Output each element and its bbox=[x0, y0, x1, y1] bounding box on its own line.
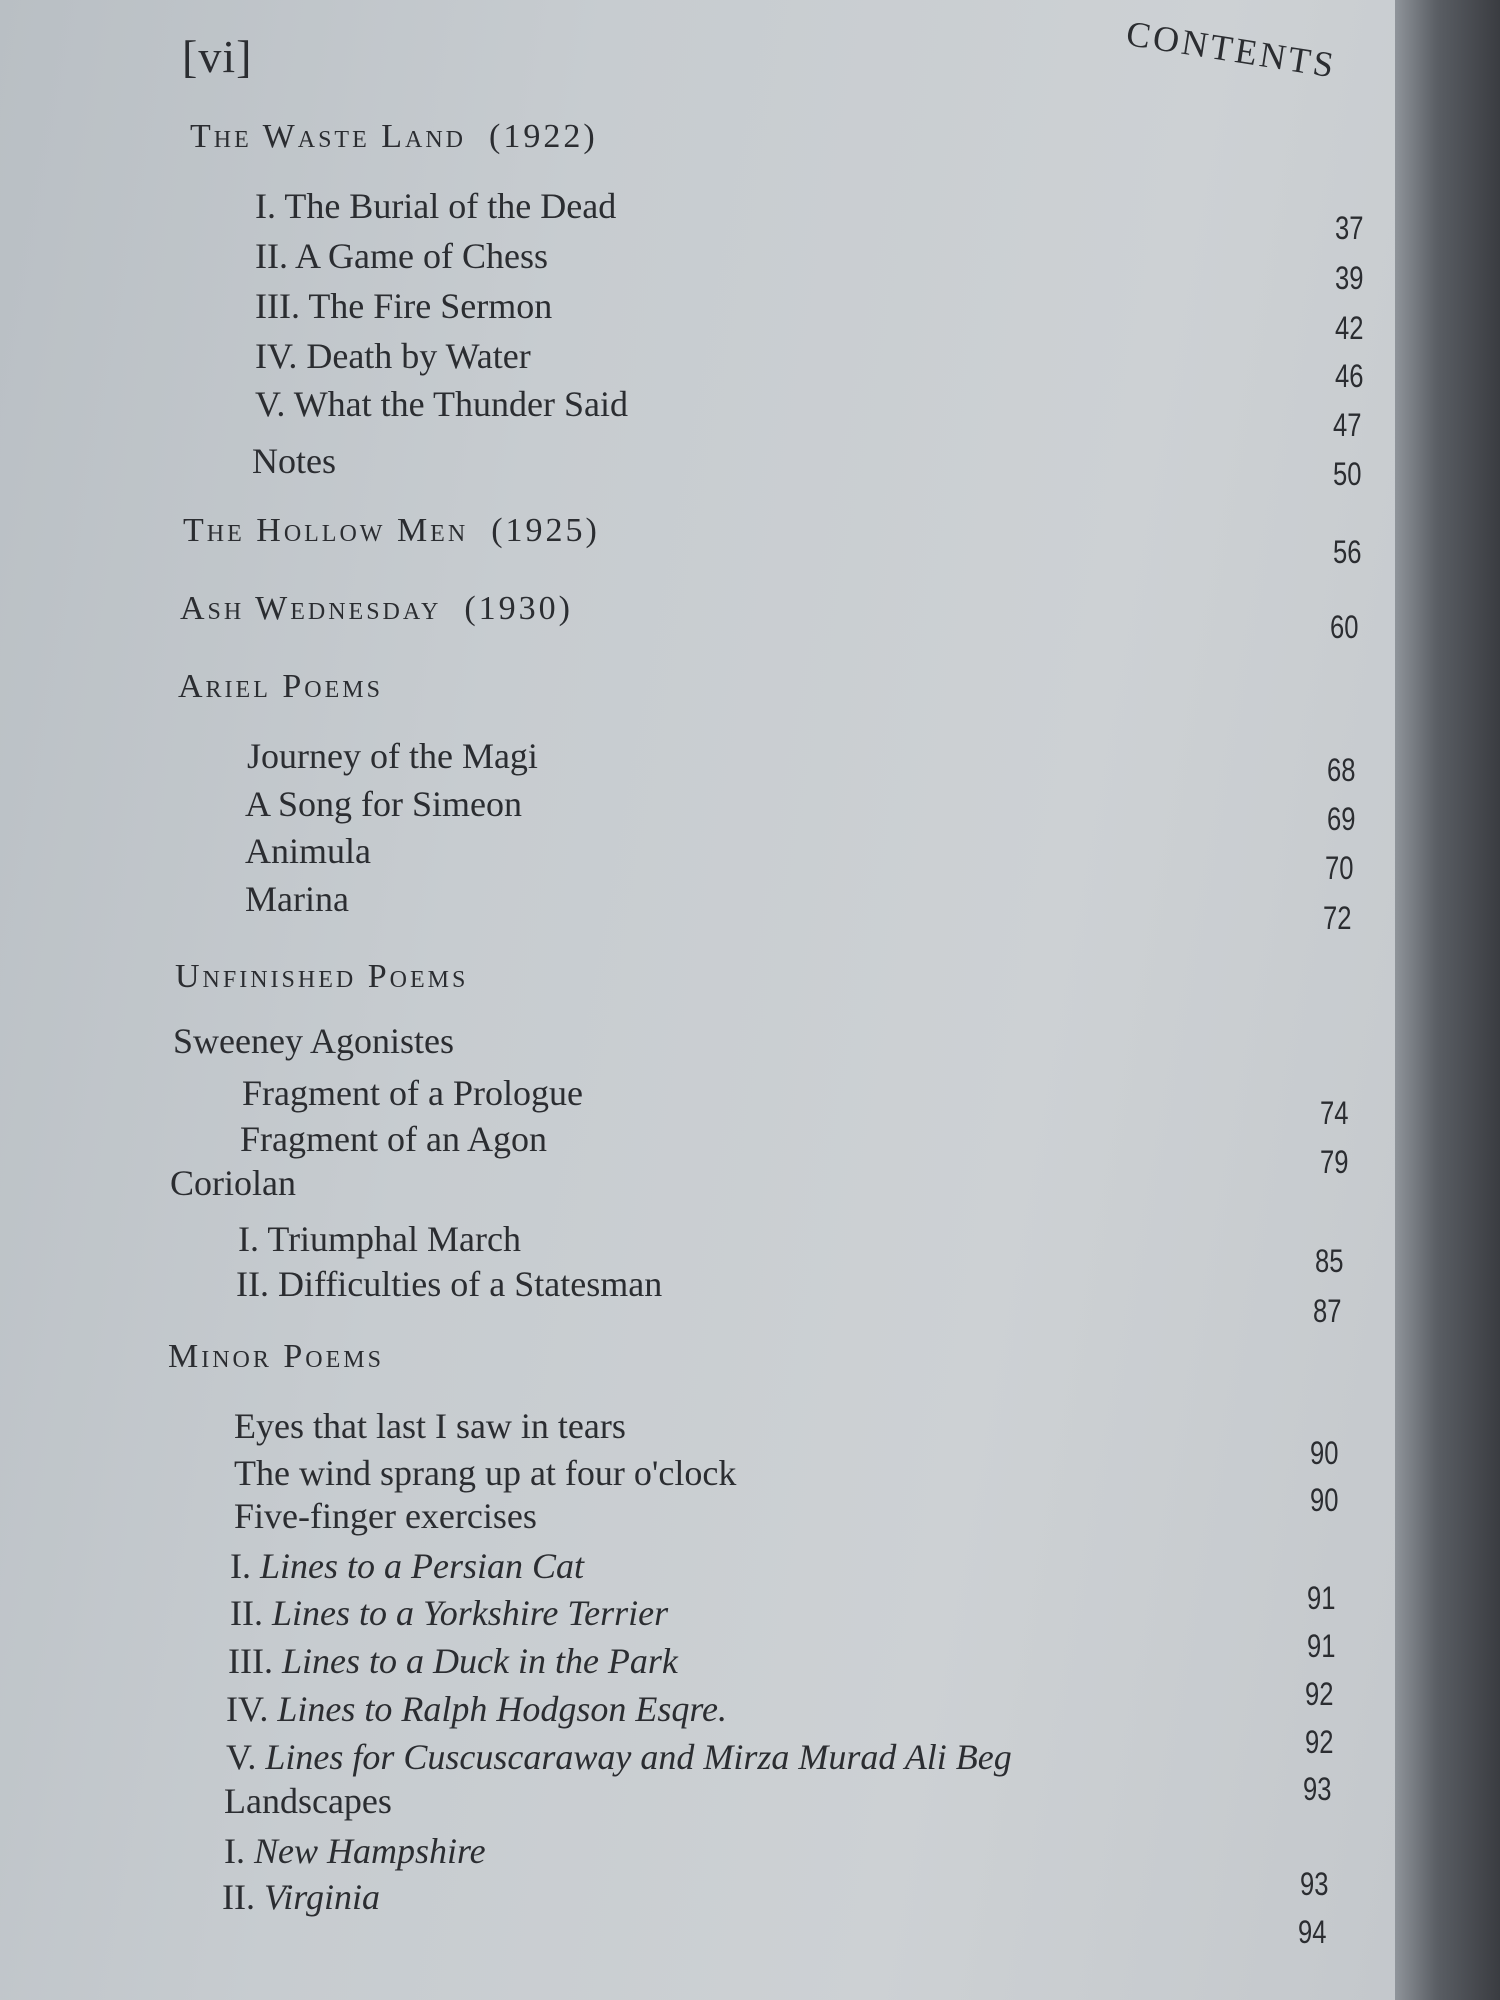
toc-page-number: 92 bbox=[1305, 1676, 1334, 1712]
toc-subheading: Five-finger exercises bbox=[234, 1496, 537, 1536]
toc-entry: III. Lines to a Duck in the Park bbox=[228, 1641, 678, 1681]
toc-page-number: 39 bbox=[1335, 260, 1364, 296]
toc-page-number: 93 bbox=[1300, 1866, 1329, 1902]
toc-entry: Fragment of a Prologue bbox=[242, 1073, 583, 1113]
toc-page-number: 85 bbox=[1315, 1243, 1344, 1279]
section-heading-ash-wednesday: Ash Wednesday (1930) bbox=[180, 590, 573, 627]
toc-entry: II. Virginia bbox=[222, 1877, 380, 1917]
toc-page-number: 37 bbox=[1335, 210, 1364, 246]
toc-entry: II. Difficulties of a Statesman bbox=[236, 1264, 663, 1304]
toc-entry: III. The Fire Sermon bbox=[255, 286, 553, 326]
toc-page-number: 69 bbox=[1327, 801, 1356, 837]
section-heading-waste-land: The Waste Land (1922) bbox=[190, 118, 598, 155]
toc-entry: V. What the Thunder Said bbox=[255, 384, 628, 424]
toc-entry: Animula bbox=[245, 831, 371, 871]
toc-page-number: 87 bbox=[1313, 1293, 1342, 1329]
toc-entry: Fragment of an Agon bbox=[240, 1119, 547, 1159]
toc-page-number: 74 bbox=[1320, 1095, 1349, 1131]
toc-page-number: 91 bbox=[1307, 1580, 1336, 1616]
toc-page-number: 42 bbox=[1335, 310, 1364, 346]
section-heading-ariel-poems: Ariel Poems bbox=[178, 668, 383, 705]
toc-page-number: 93 bbox=[1303, 1771, 1332, 1807]
toc-entry: I. The Burial of the Dead bbox=[255, 186, 617, 226]
section-heading-hollow-men: The Hollow Men (1925) bbox=[183, 512, 600, 549]
toc-entry: IV. Lines to Ralph Hodgson Esqre. bbox=[226, 1689, 728, 1729]
running-title: CONTENTS bbox=[1123, 12, 1340, 86]
toc-entry: IV. Death by Water bbox=[255, 336, 531, 376]
toc-entry: II. Lines to a Yorkshire Terrier bbox=[230, 1593, 669, 1633]
toc-entry: Notes bbox=[252, 441, 336, 481]
toc-page-number: 70 bbox=[1325, 850, 1354, 886]
section-heading-minor-poems: Minor Poems bbox=[168, 1338, 384, 1375]
toc-page-number: 94 bbox=[1298, 1914, 1327, 1950]
page-number: [vi] bbox=[182, 31, 253, 82]
section-heading-unfinished-poems: Unfinished Poems bbox=[175, 958, 469, 995]
toc-page-number: 50 bbox=[1333, 456, 1362, 492]
toc-page-number: 92 bbox=[1305, 1724, 1334, 1760]
toc-page-number: 68 bbox=[1327, 752, 1356, 788]
toc-subheading: Sweeney Agonistes bbox=[173, 1021, 454, 1061]
toc-entry: The wind sprang up at four o'clock bbox=[234, 1453, 737, 1493]
toc-entry: A Song for Simeon bbox=[245, 784, 523, 824]
toc-entry: II. A Game of Chess bbox=[255, 236, 548, 276]
toc-page-number: 90 bbox=[1310, 1482, 1339, 1518]
toc-entry: I. Triumphal March bbox=[238, 1219, 521, 1259]
toc-page-number: 46 bbox=[1335, 358, 1364, 394]
toc-page-number: 60 bbox=[1330, 609, 1359, 645]
toc-entry: Marina bbox=[245, 879, 349, 919]
toc-subheading: Coriolan bbox=[170, 1163, 296, 1203]
toc-entry: I. Lines to a Persian Cat bbox=[230, 1546, 585, 1586]
toc-page-number: 90 bbox=[1310, 1435, 1339, 1471]
toc-page-number: 72 bbox=[1323, 900, 1352, 936]
toc-page-number: 56 bbox=[1333, 534, 1362, 570]
toc-entry: Eyes that last I saw in tears bbox=[234, 1406, 626, 1446]
toc-subheading: Landscapes bbox=[224, 1781, 392, 1821]
toc-page-number: 79 bbox=[1320, 1144, 1349, 1180]
toc-entry: I. New Hampshire bbox=[224, 1831, 486, 1871]
toc-entry: Journey of the Magi bbox=[247, 736, 538, 776]
page-edge bbox=[1395, 0, 1500, 2000]
toc-page-number: 91 bbox=[1307, 1628, 1336, 1664]
toc-page-number: 47 bbox=[1333, 407, 1362, 443]
toc-entry: V. Lines for Cuscuscaraway and Mirza Murad Ali Beg bbox=[226, 1737, 1012, 1777]
